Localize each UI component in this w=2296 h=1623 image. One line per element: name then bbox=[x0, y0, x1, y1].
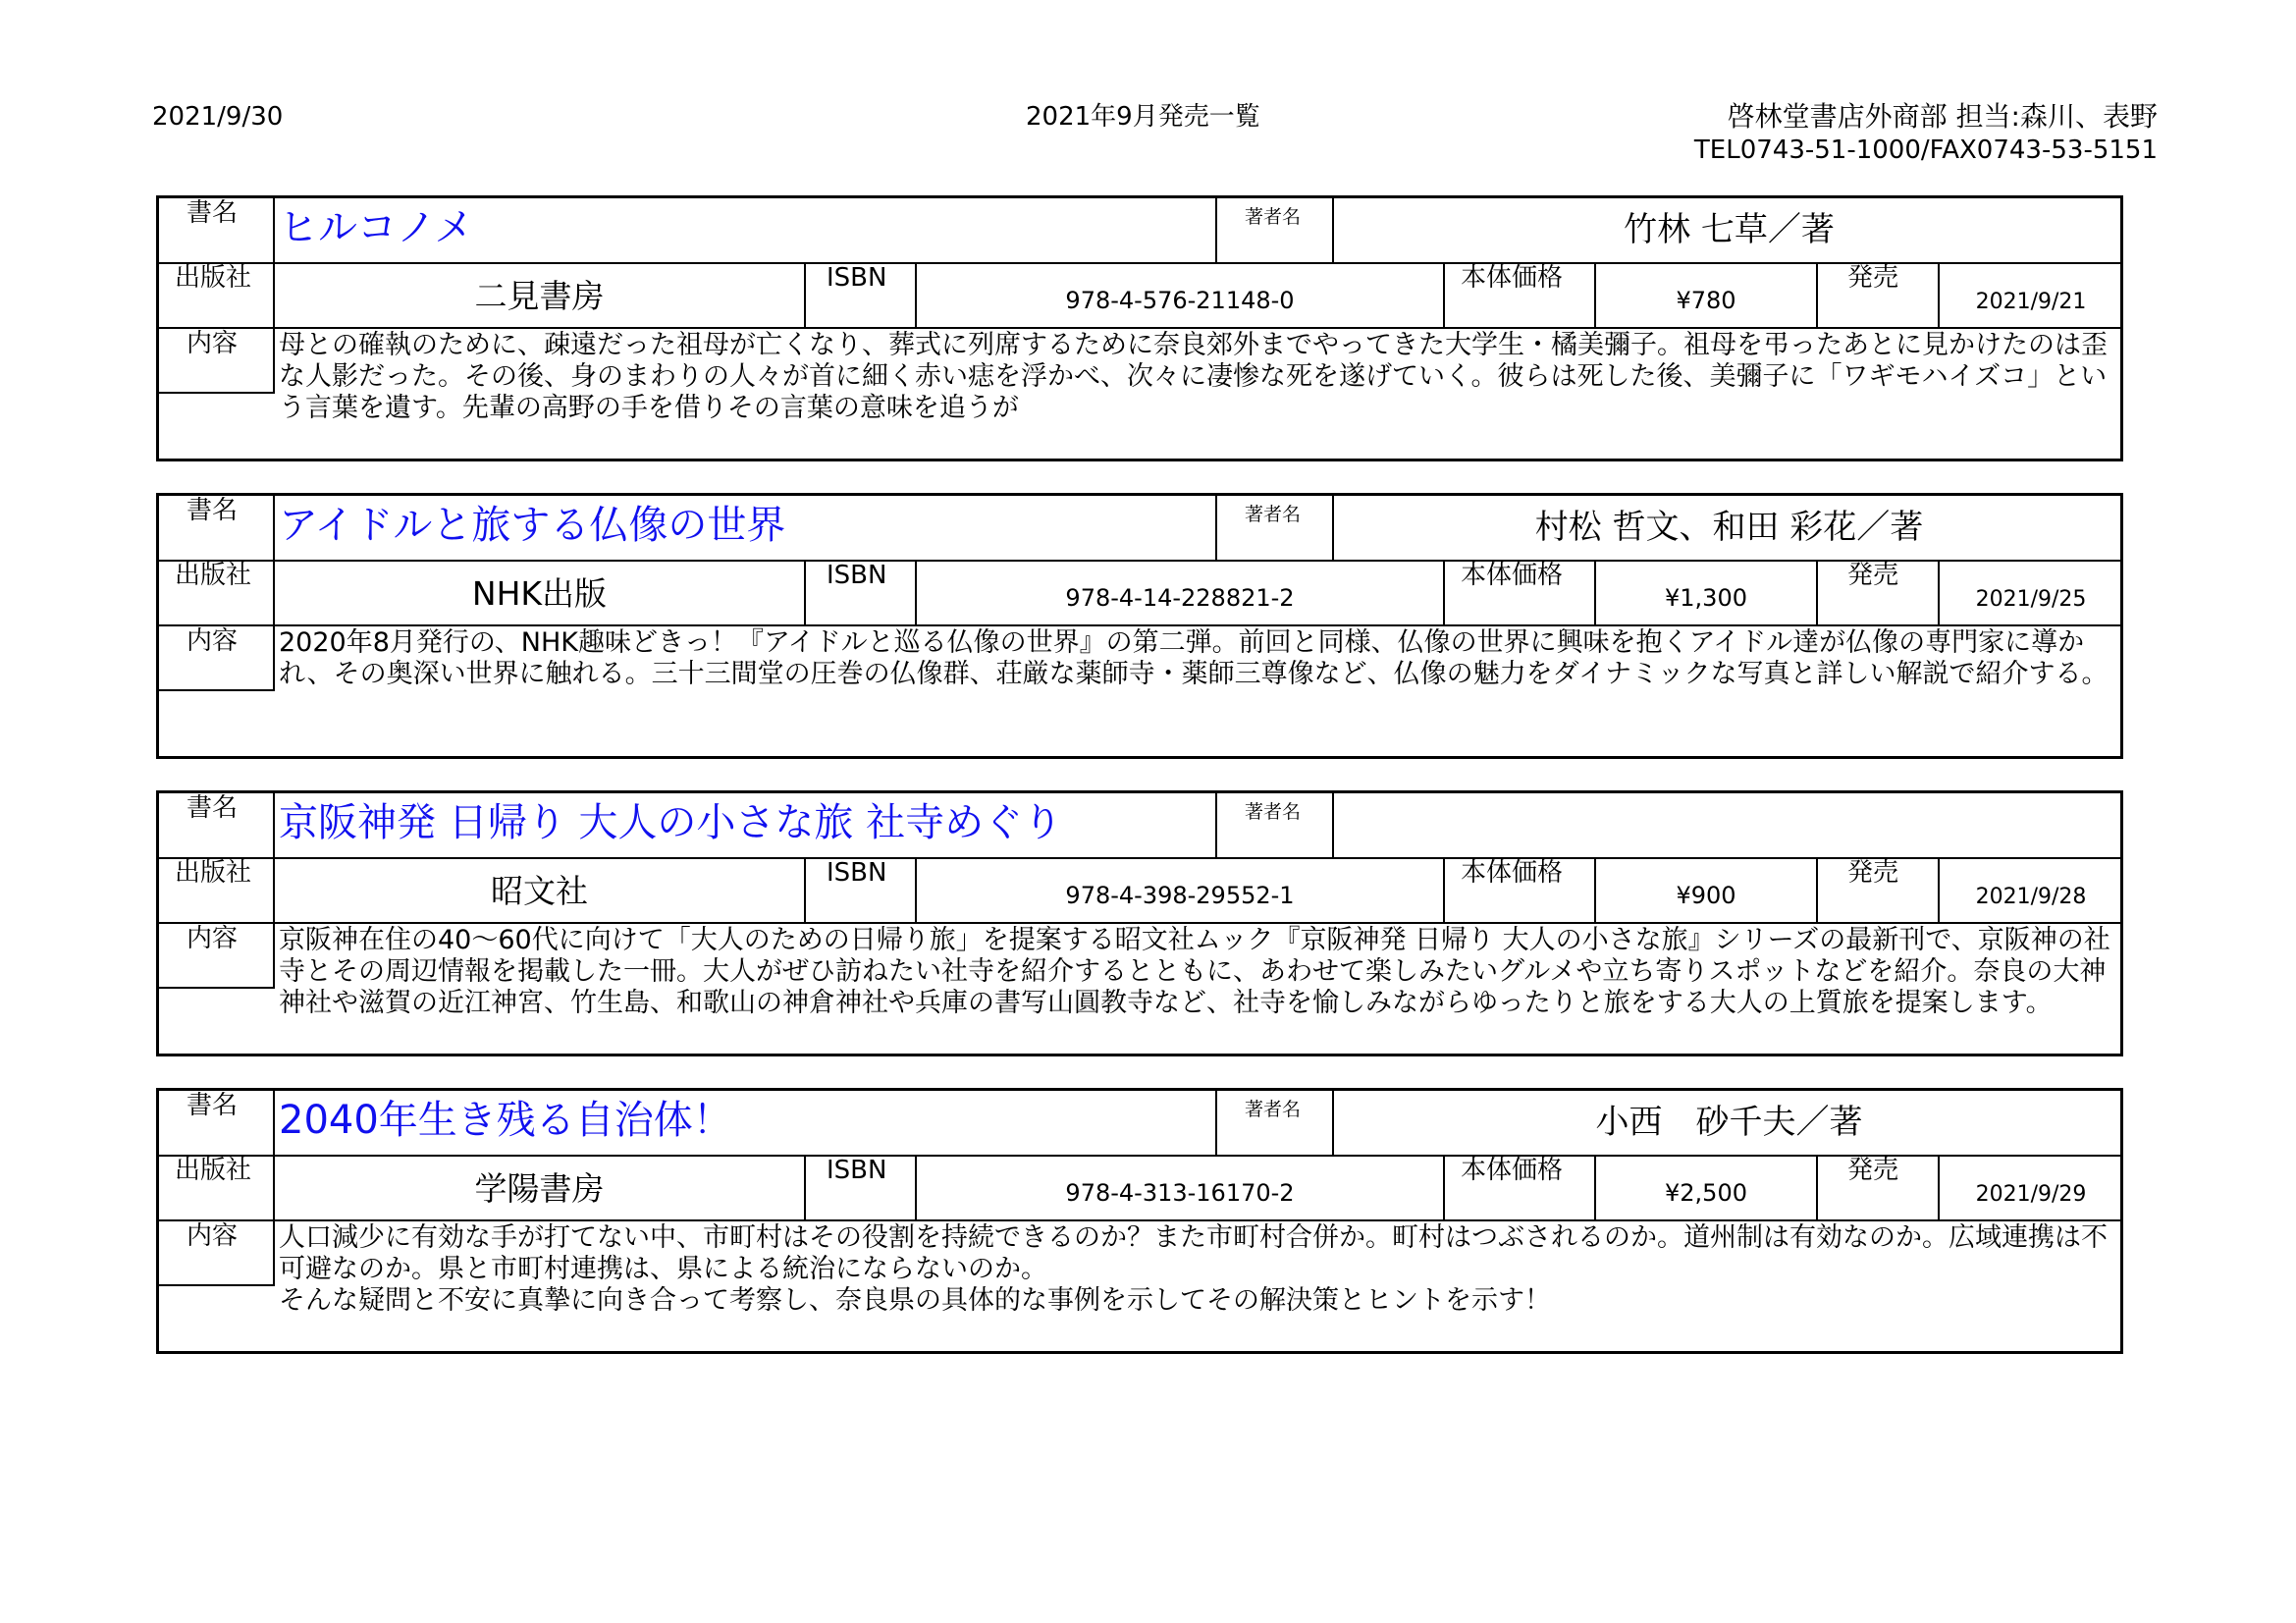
book-entry bbox=[156, 1088, 2123, 1354]
label-publisher: 出版社 bbox=[175, 263, 252, 293]
label-isbn: ISBN bbox=[827, 858, 887, 888]
book-price: ¥900 bbox=[1676, 882, 1736, 909]
label-content: 内容 bbox=[187, 924, 239, 953]
book-publisher: 二見書房 bbox=[474, 277, 605, 315]
book-entry bbox=[156, 790, 2123, 1056]
label-author: 著者名 bbox=[1245, 206, 1302, 228]
book-publisher: 昭文社 bbox=[491, 872, 588, 910]
label-isbn: ISBN bbox=[827, 1156, 887, 1185]
book-isbn: 978-4-14-228821-2 bbox=[1065, 584, 1295, 612]
label-price: 本体価格 bbox=[1461, 561, 1564, 590]
book-author: 小西 砂千夫／著 bbox=[1595, 1103, 1863, 1142]
book-author: 竹林 七草／著 bbox=[1624, 210, 1835, 249]
label-isbn: ISBN bbox=[827, 561, 887, 590]
book-description: 京阪神在住の40～60代に向けて「大人のための日帰り旅」を提案する昭文社ムック『京阪神発 日帰り 大人の小さな旅』シリーズの最新刊で、京阪神の社寺とその周辺情報を掲載した一冊。大人がぜひ訪ねたい社寺を紹介するとともに、あわせて楽しみたいグルメや立ち寄りスポットなどを紹介。奈良の大神神社や滋賀の近江神宮、竹生島、和歌山の神倉神社や兵庫の書写山圓教寺など、社寺を愉しみながらゆったりと旅をする大人の上質旅を提案します。 bbox=[279, 925, 2110, 1018]
list-date: 2021/9/30 bbox=[152, 102, 284, 132]
label-price: 本体価格 bbox=[1461, 1156, 1564, 1185]
label-title: 書名 bbox=[187, 198, 239, 228]
store-phone-fax: TEL0743-51-1000/FAX0743-53-5151 bbox=[1693, 135, 2158, 165]
label-release: 発売 bbox=[1847, 1156, 1899, 1185]
book-title: ヒルコノメ bbox=[279, 205, 474, 250]
label-publisher: 出版社 bbox=[175, 1156, 252, 1185]
store-contact-person: 啓林堂書店外商部 担当:森川、表野 bbox=[1727, 100, 2158, 133]
label-publisher: 出版社 bbox=[175, 858, 252, 888]
book-release-date: 2021/9/29 bbox=[1975, 1182, 2087, 1207]
book-price: ¥780 bbox=[1676, 287, 1736, 314]
label-title: 書名 bbox=[187, 1091, 239, 1120]
book-release-date: 2021/9/28 bbox=[1975, 885, 2087, 909]
label-content: 内容 bbox=[187, 1221, 239, 1251]
book-description: 人口減少に有効な手が打てない中、市町村はその役割を持続できるのか？また市町村合併か。町村はつぶされるのか。道州制は有効なのか。広域連携は不可避なのか。県と市町村連携は、県による統治にならないのか。 そんな疑問と不安に真摯に向き合って考察し、奈良県の具体的な事例を示してその解決策とヒントを示す！ bbox=[279, 1222, 2108, 1316]
label-author: 著者名 bbox=[1245, 504, 1302, 525]
book-isbn: 978-4-313-16170-2 bbox=[1065, 1179, 1295, 1207]
book-publisher: NHK出版 bbox=[471, 574, 608, 613]
book-author: 村松 哲文、和田 彩花／著 bbox=[1534, 508, 1924, 547]
label-price: 本体価格 bbox=[1461, 858, 1564, 888]
label-title: 書名 bbox=[187, 793, 239, 823]
label-content: 内容 bbox=[187, 329, 239, 358]
book-description: 2020年8月発行の、NHK趣味どきっ！『アイドルと巡る仏像の世界』の第二弾。前回と同様、仏像の世界に興味を抱くアイドル達が仏像の専門家に導かれ、その奥深い世界に触れる。三十三間堂の圧巻の仏像群、荘厳な薬師寺・薬師三尊像など、仏像の魅力をダイナミックな写真と詳しい解説で紹介する。 bbox=[279, 627, 2109, 689]
book-release-date: 2021/9/21 bbox=[1975, 290, 2087, 314]
label-publisher: 出版社 bbox=[175, 561, 252, 590]
label-price: 本体価格 bbox=[1461, 263, 1564, 293]
book-price: ¥1,300 bbox=[1665, 584, 1747, 612]
label-author: 著者名 bbox=[1245, 1099, 1302, 1120]
book-isbn: 978-4-576-21148-0 bbox=[1065, 287, 1295, 314]
book-entry bbox=[156, 195, 2123, 461]
book-publisher: 学陽書房 bbox=[474, 1169, 605, 1208]
page-title: 2021年9月発売一覧 bbox=[1026, 102, 1260, 132]
book-title: 京阪神発 日帰り 大人の小さな旅 社寺めぐり bbox=[279, 800, 1063, 845]
book-title: アイドルと旅する仏像の世界 bbox=[279, 503, 786, 548]
label-release: 発売 bbox=[1847, 858, 1899, 888]
book-release-date: 2021/9/25 bbox=[1975, 587, 2087, 612]
book-title: 2040年生き残る自治体！ bbox=[279, 1098, 732, 1143]
book-isbn: 978-4-398-29552-1 bbox=[1065, 882, 1295, 909]
label-title: 書名 bbox=[187, 496, 239, 525]
book-entry bbox=[156, 493, 2123, 759]
label-author: 著者名 bbox=[1245, 801, 1302, 823]
book-price: ¥2,500 bbox=[1665, 1179, 1747, 1207]
book-description: 母との確執のために、疎遠だった祖母が亡くなり、葬式に列席するために奈良郊外までやってきた大学生・橘美彌子。祖母を弔ったあとに見かけたのは歪な人影だった。その後、身のまわりの人々が首に細く赤い痣を浮かべ、次々に凄惨な死を遂げていく。彼らは死した後、美彌子に「ワギモハイズコ」という言葉を遺す。先輩の高野の手を借りその言葉の意味を追うが bbox=[279, 330, 2108, 423]
label-content: 内容 bbox=[187, 626, 239, 656]
label-release: 発売 bbox=[1847, 561, 1899, 590]
label-isbn: ISBN bbox=[827, 263, 887, 293]
label-release: 発売 bbox=[1847, 263, 1899, 293]
